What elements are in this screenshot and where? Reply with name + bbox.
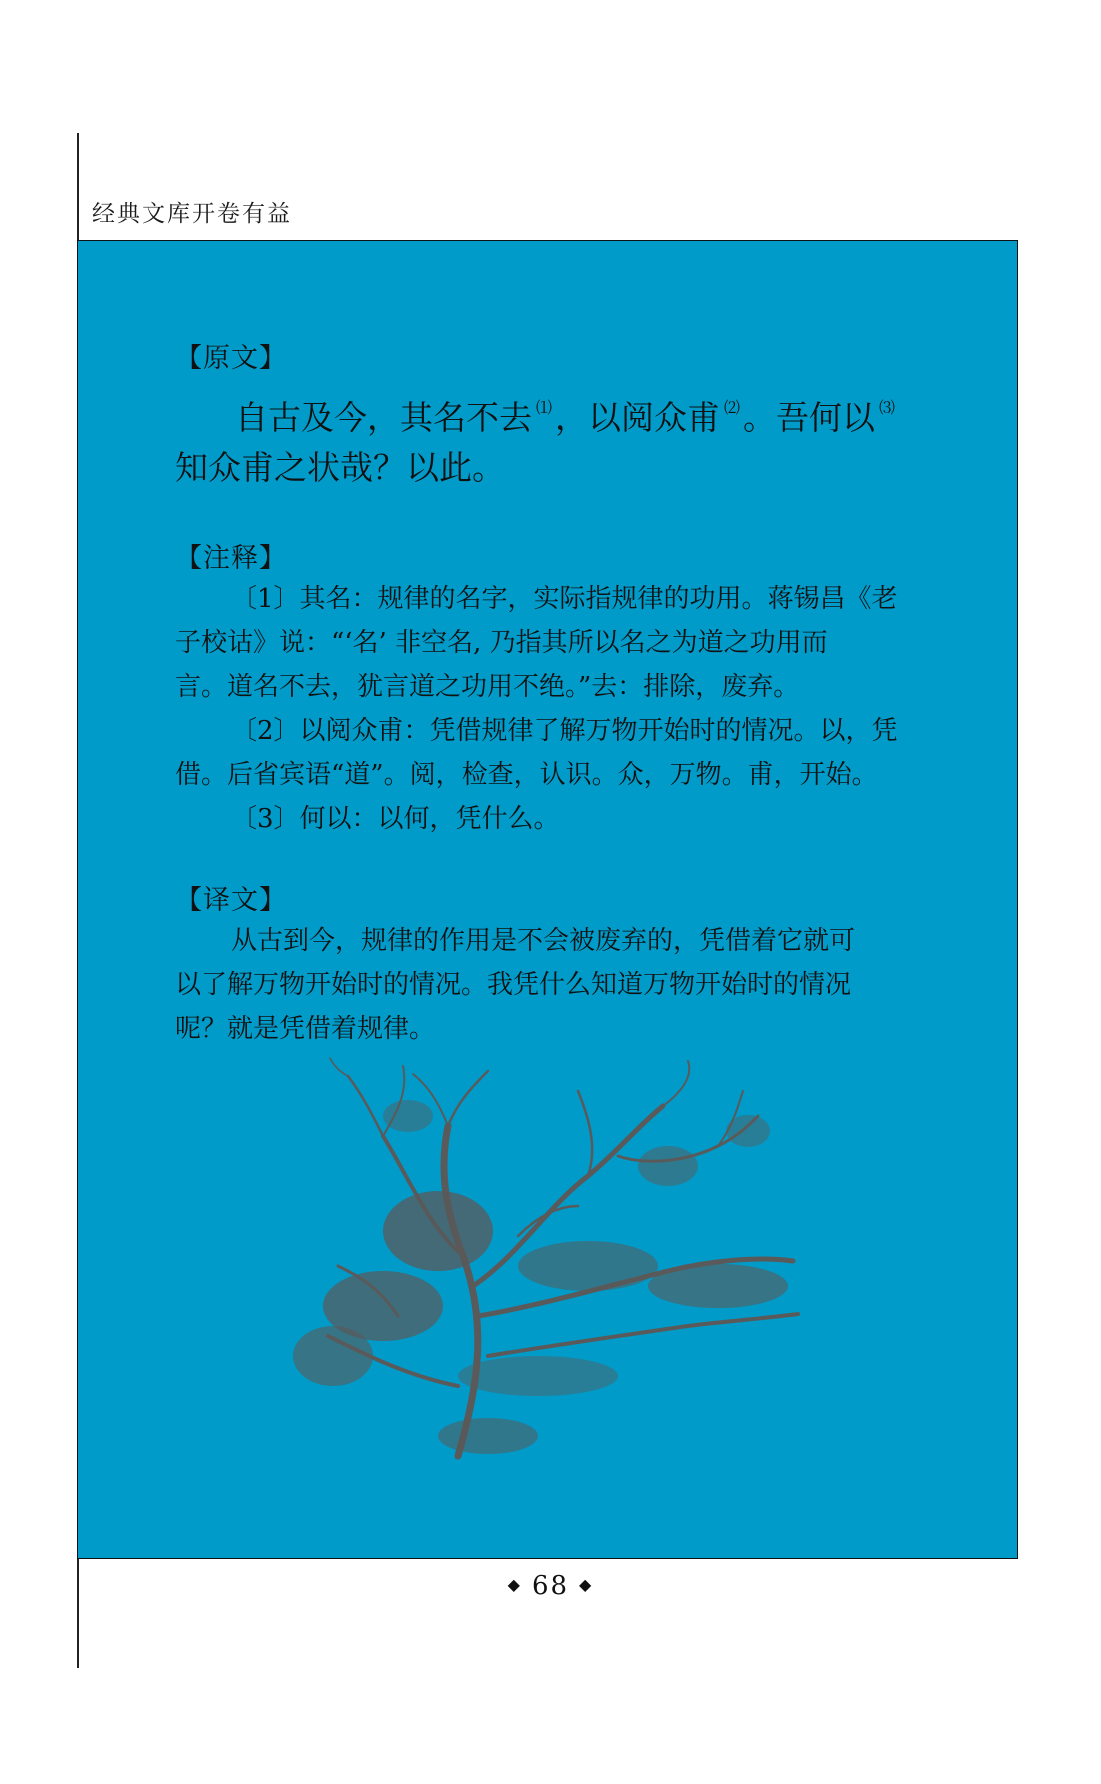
annotation-line: 〔2〕以阅众甫：凭借规律了解万物开始时的情况。以，凭: [231, 716, 898, 746]
diamond-ornament-icon: ◆: [507, 1575, 522, 1594]
original-text-segment: 自古及今，其名不去: [235, 398, 532, 437]
original-text-line-2: 知众甫之状哉？以此。: [175, 448, 505, 487]
translation-line: 从古到今，规律的作用是不会被废弃的，凭借着它就可: [231, 926, 856, 956]
original-text-segment: 。吾何以: [743, 398, 876, 437]
footnote-marker-3: ⑶: [879, 398, 896, 417]
running-header: 经典文库开卷有益: [92, 201, 292, 227]
tree-illustration: [288, 1056, 808, 1466]
footnote-marker-1: ⑴: [536, 398, 553, 417]
translation-heading: 【译文】: [175, 885, 287, 916]
page-footer: [0, 1571, 1101, 1601]
annotations-heading: 【注释】: [175, 543, 287, 574]
translation-line: 以了解万物开始时的情况。我凭什么知道万物开始时的情况: [175, 970, 852, 1000]
annotation-line: 〔3〕何以：以何，凭什么。: [231, 804, 560, 834]
diamond-ornament-icon: ◆: [579, 1575, 594, 1594]
page-content: [175, 341, 935, 1051]
original-text-heading: 【原文】: [175, 343, 287, 374]
tree-foliage: [293, 1100, 788, 1454]
annotation-line: 子校诂》说：“‘名’ 非空名, 乃指其所以名之为道之功用而: [175, 628, 828, 658]
original-text-segment: ，以阅众甫: [555, 398, 721, 437]
annotation-line: 借。后省宾语“道”。阅，检查，认识。众，万物。甫，开始。: [175, 760, 878, 790]
original-text-line-1: [175, 383, 935, 443]
annotation-line: 言。道名不去，犹言道之功用不绝。”去：排除，废弃。: [175, 672, 800, 702]
page-number: 68: [531, 1571, 570, 1601]
translation-line: 呢？就是凭借着规律。: [175, 1014, 436, 1044]
annotation-line: 〔1〕其名：规律的名字，实际指规律的功用。蒋锡昌《老: [231, 584, 898, 614]
content-panel: [77, 240, 1018, 1559]
footnote-marker-2: ⑵: [724, 398, 741, 417]
